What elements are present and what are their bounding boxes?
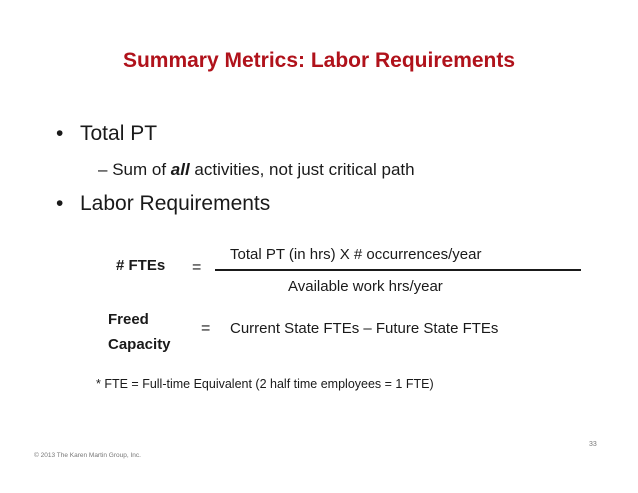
page-number: 33 [589,441,597,448]
fte-equals: = [192,259,202,276]
freed-label-line1: Freed [108,311,149,328]
sub-bullet-emphasis: all [170,160,190,179]
bullet-text: Labor Requirements [80,192,271,215]
bullet-marker: • [56,122,64,145]
sub-bullet-text-before: Sum of [112,160,171,179]
fraction-bar [215,269,581,271]
fte-label: # FTEs [116,257,166,274]
bullet-marker: • [56,192,64,215]
slide-title: Summary Metrics: Labor Requirements [122,49,516,72]
bullet-labor-requirements [56,192,270,216]
bullet-total-pt [56,122,157,146]
freed-equals: = [201,320,211,337]
sub-bullet-dash: – [98,160,108,179]
sub-bullet-sum [98,160,415,180]
fte-numerator: Total PT (in hrs) X # occurrences/year [230,246,482,263]
copyright: © 2013 The Karen Martin Group, Inc. [34,452,141,459]
footnote: * FTE = Full-time Equivalent (2 half time employees = 1 FTE) [96,377,434,391]
sub-bullet-text-after: activities, not just critical path [189,160,415,179]
fte-denominator: Available work hrs/year [288,278,443,295]
bullet-text: Total PT [80,122,158,145]
freed-label-line2: Capacity [108,336,171,353]
freed-expression: Current State FTEs – Future State FTEs [230,320,499,337]
